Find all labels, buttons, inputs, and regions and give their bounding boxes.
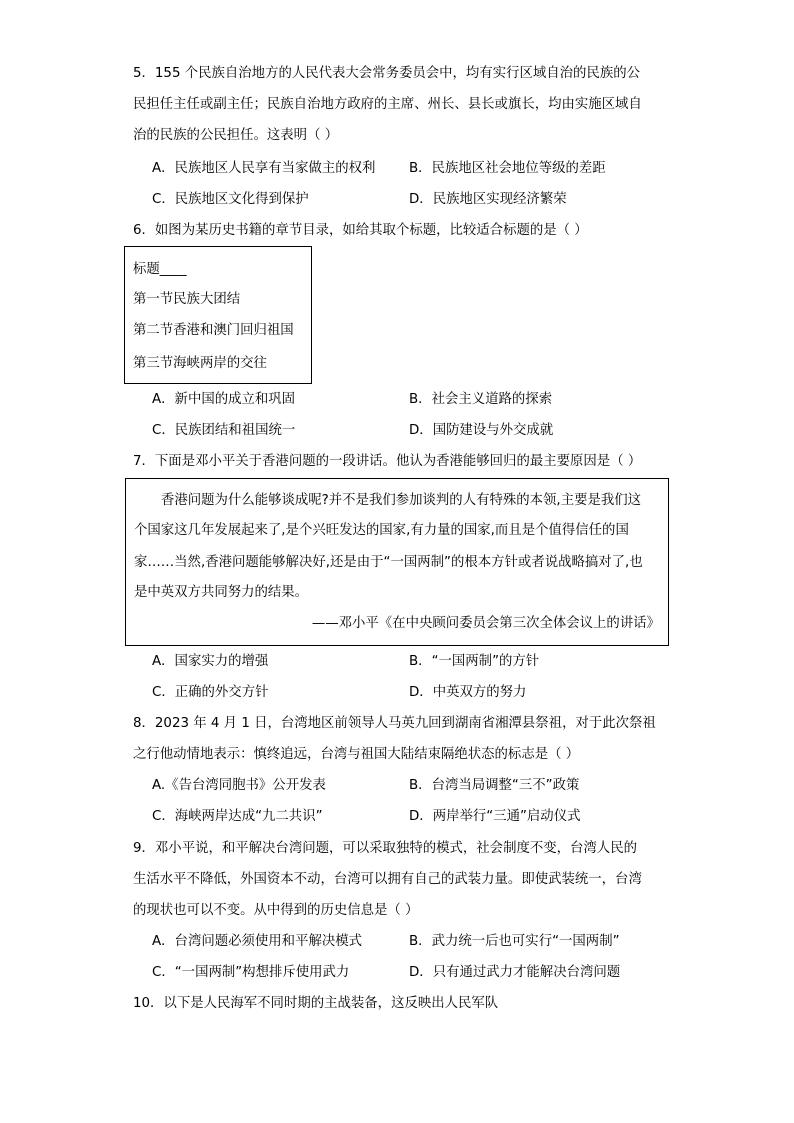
q6-box-section-1: 第一节民族大团结: [133, 292, 241, 307]
q9-option-a[interactable]: A．台湾问题必须使用和平解决模式: [152, 934, 363, 949]
q9-option-c[interactable]: C．“一国两制”构想排斥使用武力: [152, 965, 350, 980]
q5-option-a[interactable]: A．民族地区人民享有当家做主的权利: [152, 161, 376, 176]
q6-chapter-box: [124, 246, 312, 384]
q9-option-d[interactable]: D．只有通过武力才能解决台湾问题: [409, 965, 621, 980]
q8-option-d[interactable]: D．两岸举行“三通”启动仪式: [409, 809, 581, 824]
q7-quote-line-3: 家……当然,香港问题能够解决好,还是由于“一国两制”的根本方针或者说战略搞对了,也: [134, 555, 643, 570]
q10-stem: 10．以下是人民海军不同时期的主战装备，这反映出人民军队: [133, 996, 499, 1011]
q6-box-title: 标题____: [133, 262, 187, 277]
q6-option-b[interactable]: B．社会主义道路的探索: [409, 392, 553, 407]
q6-option-c[interactable]: C．民族团结和祖国统一: [152, 423, 296, 438]
q7-quote-line-1: 香港问题为什么能够谈成呢?并不是我们参加谈判的人有特殊的本领,主要是我们这: [161, 493, 642, 508]
q7-quote-line-2: 个国家这几年发展起来了,是个兴旺发达的国家,有力量的国家,而且是个值得信任的国: [134, 523, 629, 538]
q9-stem-line-2: 生活水平不降低，外国资本不动，台湾可以拥有自己的武装力量。即使武装统一，台湾: [133, 872, 642, 887]
q7-option-c[interactable]: C．正确的外交方针: [152, 685, 269, 700]
q9-stem-line-3: 的现状也可以不变。从中得到的历史信息是（ ）: [133, 903, 419, 918]
q7-quote-box: [125, 478, 669, 646]
q6-option-a[interactable]: A．新中国的成立和巩固: [152, 392, 296, 407]
q8-option-c[interactable]: C．海峡两岸达成“九二共识”: [152, 809, 323, 824]
q7-option-a[interactable]: A．国家实力的增强: [152, 654, 269, 669]
q5-option-b[interactable]: B．民族地区社会地位等级的差距: [409, 161, 606, 176]
q6-box-section-2: 第二节香港和澳门回归祖国: [133, 323, 294, 338]
q8-option-a[interactable]: A.《告台湾同胞书》公开发表: [152, 778, 326, 793]
q5-option-d[interactable]: D．民族地区实现经济繁荣: [409, 192, 567, 207]
q7-quote-source: ——邓小平《在中央顾问委员会第三次全体会议上的讲话》: [311, 616, 660, 631]
q8-stem-line-1: 8．2023 年 4 月 1 日，台湾地区前领导人马英九回到湖南省湘潭县祭祖，对于此次祭祖: [133, 716, 656, 731]
q7-option-d[interactable]: D．中英双方的努力: [409, 685, 527, 700]
q9-option-b[interactable]: B．武力统一后也可实行“一国两制”: [409, 934, 620, 949]
q5-stem-line-3: 治的民族的公民担任。这表明（ ）: [133, 128, 339, 143]
q7-quote-line-4: 是中英双方共同努力的结果。: [134, 585, 309, 600]
q7-stem: 7．下面是邓小平关于香港问题的一段讲话。他认为香港能够回归的最主要原因是（ ）: [133, 454, 642, 469]
q9-stem-line-1: 9．邓小平说，和平解决台湾问题，可以采取独特的模式，社会制度不变，台湾人民的: [133, 841, 637, 856]
q8-stem-line-2: 之行他动情地表示：慎终追远，台湾与祖国大陆结束隔绝状态的标志是（ ）: [133, 747, 580, 762]
q5-option-c[interactable]: C．民族地区文化得到保护: [152, 192, 309, 207]
q6-option-d[interactable]: D．国防建设与外交成就: [409, 423, 554, 438]
q6-box-section-3: 第三节海峡两岸的交往: [133, 356, 267, 371]
q7-option-b[interactable]: B．“一国两制”的方针: [409, 654, 540, 669]
q8-option-b[interactable]: B．台湾当局调整“三不”政策: [409, 778, 580, 793]
q5-stem-line-2: 民担任主任或副主任；民族自治地方政府的主席、州长、县长或旗长，均由实施区域自: [133, 97, 642, 112]
q6-stem: 6．如图为某历史书籍的章节目录，如给其取个标题，比较适合标题的是（ ）: [133, 223, 588, 238]
q5-stem-line-1: 5．155 个民族自治地方的人民代表大会常务委员会中，均有实行区域自治的民族的公: [133, 66, 641, 81]
